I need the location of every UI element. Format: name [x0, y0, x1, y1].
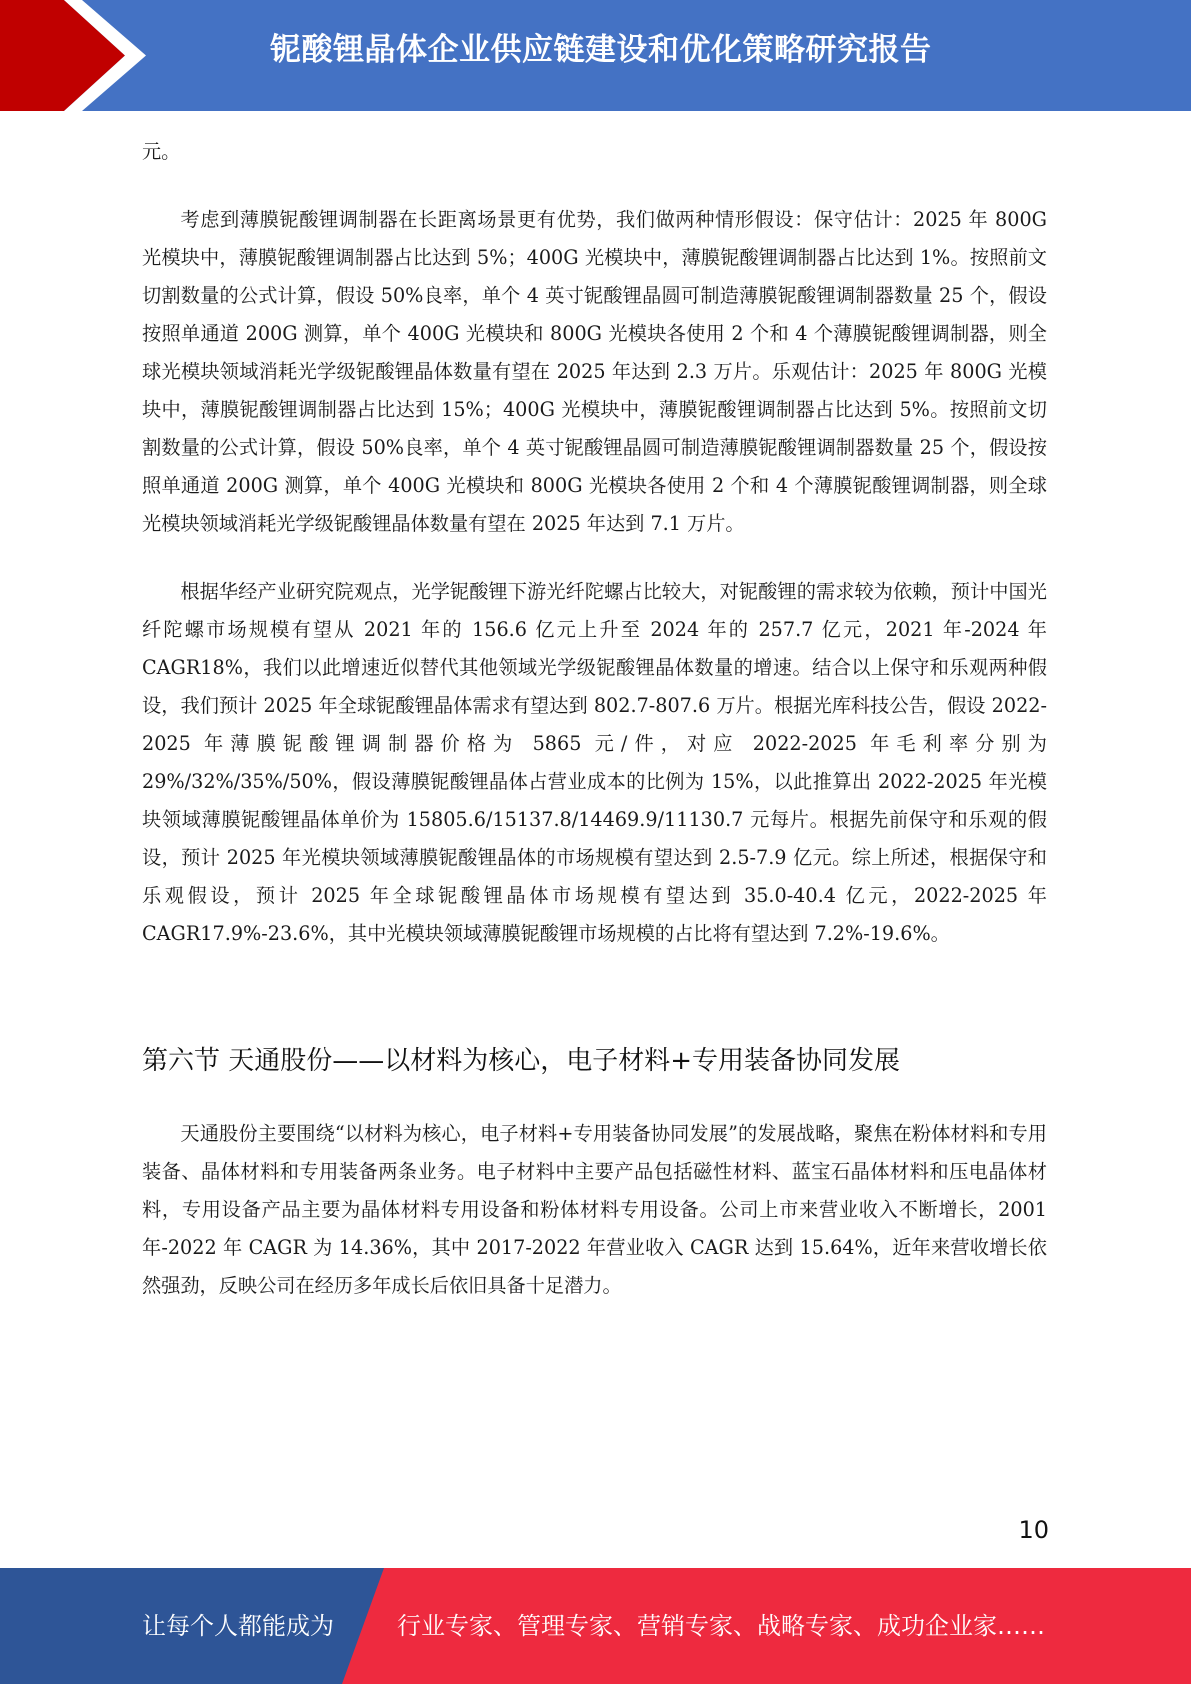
page-number: 10 [1018, 1516, 1049, 1544]
paragraph-market-forecast: 根据华经产业研究院观点，光学铌酸锂下游光纤陀螺占比较大，对铌酸锂的需求较为依赖，预计中国光纤陀螺市场规模有望从 2021 年的 156.6 亿元上升至 2024 年的 257.7 亿元，2021 年-2024 年 CAGR18%，我们以此增速近似替代其他领域光学级铌酸锂晶体数量的增速。结合以上保守和乐观两种假设，我们预计 2025 年全球铌酸锂晶体需求有望达到 802.7-807.6 万片。根据光库科技公告，假设 2022-2025 年薄膜铌酸锂调制器价格为 5865 元/件，对应 2022-2025 年毛利率分别为 29%/32%/35%/50%，假设薄膜铌酸锂晶体占营业成本的比例为 15%，以此推算出 2022-2025 年光模块领域薄膜铌酸锂晶体单价为 15805.6/15137.8/14469.9/11130.7 元每片。根据先前保守和乐观的假设，预计 2025 年光模块领域薄膜铌酸锂晶体的市场规模有望达到 2.5-7.9 亿元。综上所述，根据保守和乐观假设，预计 2025 年全球铌酸锂晶体市场规模有望达到 35.0-40.4 亿元，2022-2025 年 CAGR17.9%-23.6%，其中光模块领域薄膜铌酸锂市场规模的占比将有望达到 7.2%-19.6%。 [142, 580, 1047, 945]
footer-slogan-right: 行业专家、管理专家、营销专家、战略专家、成功企业家…… [397, 1612, 1045, 1640]
paragraph-scenario-assumptions: 考虑到薄膜铌酸锂调制器在长距离场景更有优势，我们做两种情形假设：保守估计：2025 年 800G 光模块中，薄膜铌酸锂调制器占比达到 5%；400G 光模块中，薄膜铌酸锂调制器占比达到 1%。按照前文切割数量的公式计算，假设 50%良率，单个 4 英寸铌酸锂晶圆可制造薄膜铌酸锂调制器数量 25 个，假设按照单通道 200G 测算，单个 400G 光模块和 800G 光模块各使用 2 个和 4 个薄膜铌酸锂调制器，则全球光模块领域消耗光学级铌酸锂晶体数量有望在 2025 年达到 2.3 万片。乐观估计：2025 年 800G 光模块中，薄膜铌酸锂调制器占比达到 15%；400G 光模块中，薄膜铌酸锂调制器占比达到 5%。按照前文切割数量的公式计算，假设 50%良率，单个 4 英寸铌酸锂晶圆可制造薄膜铌酸锂调制器数量 25 个，假设按照单通道 200G 测算，单个 400G 光模块和 800G 光模块各使用 2 个和 4 个薄膜铌酸锂调制器，则全球光模块领域消耗光学级铌酸锂晶体数量有望在 2025 年达到 7.1 万片。 [142, 208, 1047, 535]
header-bar [0, 0, 1191, 111]
paragraph-company-overview: 天通股份主要围绕“以材料为核心，电子材料+专用装备协同发展”的发展战略，聚焦在粉体材料和专用装备、晶体材料和专用装备两条业务。电子材料中主要产品包括磁性材料、蓝宝石晶体材料和压电晶体材料，专用设备产品主要为晶体材料专用设备和粉体材料专用设备。公司上市来营业收入不断增长，2001 年-2022 年 CAGR 为 14.36%，其中 2017-2022 年营业收入 CAGR 达到 15.64%，近年来营收增长依然强劲，反映公司在经历多年成长后依旧具备十足潜力。 [142, 1122, 1047, 1297]
page-content [142, 133, 1047, 1305]
footer-bar [0, 1568, 1191, 1684]
section-title: 第六节 天通股份——以材料为核心，电子材料+专用装备协同发展 [142, 1046, 901, 1076]
footer-slogan-left: 让每个人都能成为 [142, 1612, 334, 1640]
header-chevron-decoration [0, 0, 160, 111]
report-title: 铌酸锂晶体企业供应链建设和优化策略研究报告 [270, 32, 932, 68]
paragraph-continuation: 元。 [142, 140, 181, 163]
